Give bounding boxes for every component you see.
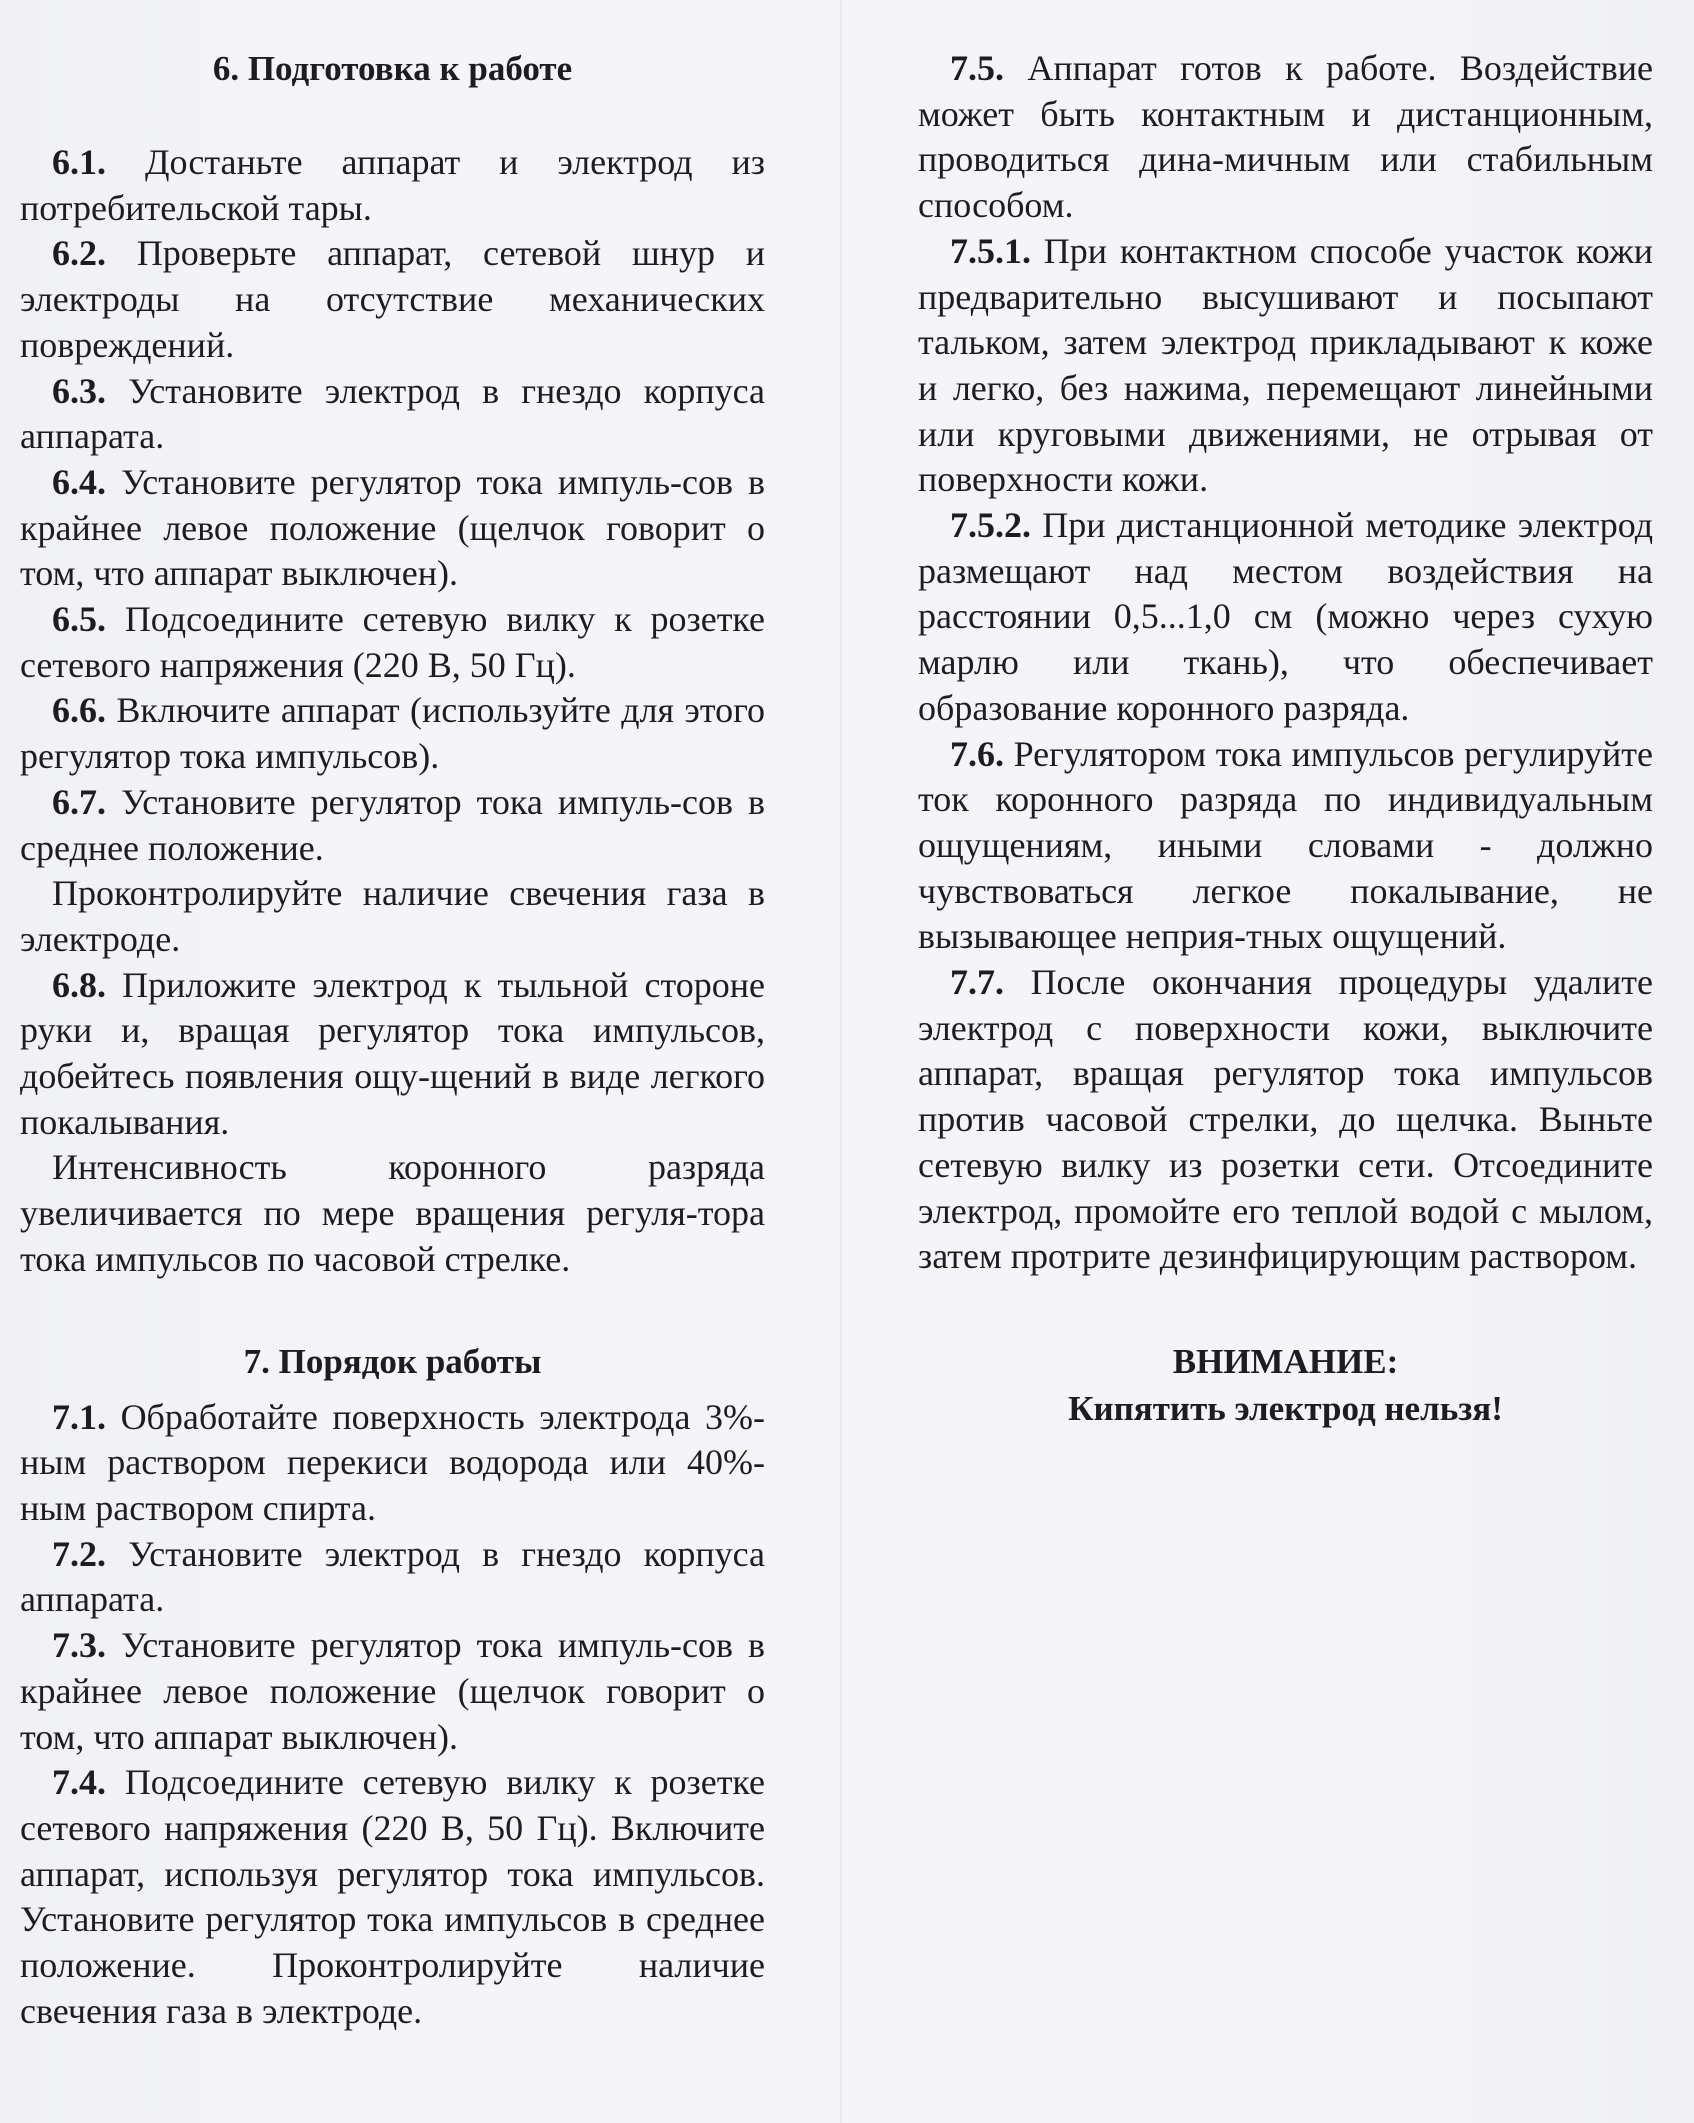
item-text: Установите регулятор тока импуль-сов в крайнее левое положение (щелчок говорит о том, что аппарат выключен). [20,461,766,594]
section-6-item [20,963,765,1146]
warning-text: Кипятить электрод нельзя! [1068,1388,1503,1428]
item-text: Обработайте поверхность электрода 3%-ным раствором перекиси водорода или 40%-ным раствором спирта. [20,1396,765,1528]
item-text: После окончания процедуры удалите электрод с поверхности кожи, выключите аппарат, вращая регулятор тока импульсов против часовой стрелки, до щелчка. Выньте сетевую вилку из розетки сети. Отсоедините электрод, промойте его теплой водой с мылом, затем протрите дезинфицирующим раствором. [918,962,1653,1277]
section-7-item [20,1395,765,1532]
item-number: 6.2. [52,233,106,274]
section-7-item [918,46,1653,229]
section-6-item [20,231,765,368]
item-number: 7.5.2. [950,505,1031,546]
section-7-item [918,229,1653,503]
section-7-item [20,1760,765,2034]
item-number: 7.5. [950,48,1004,88]
item-number: 6.6. [52,690,106,731]
section-6-title: 6. Подготовка к работе [212,49,573,88]
section-7-item [20,1623,765,1760]
item-number: 7.1. [52,1396,106,1437]
section-7-item [918,503,1653,732]
section-6-note [20,871,765,962]
item-text: Регулятором тока импульсов регулируйте ток коронного разряда по индивидуальным ощущениям, иными словами - должно чувствоваться легкое покалывание, не вызывающее неприя-тных ощущений. [918,733,1653,957]
item-text: Подсоедините сетевую вилку к розетке сетевого напряжения (220 В, 50 Гц). [20,599,766,685]
item-number: 7.6. [950,733,1004,774]
section-7-title: 7. Порядок работы [243,1341,542,1381]
item-text: Установите электрод в гнездо корпуса аппарата. [20,370,766,457]
item-text: Аппарат готов к работе. Воздействие может быть контактным и дистанционным, проводиться дина-мичным или стабильным способом. [918,48,1653,226]
item-number: 6.7. [52,781,106,822]
section-6-item [20,460,765,597]
page-fold [840,0,842,2123]
item-text: Приложите электрод к тыльной стороне руки и, вращая регулятор тока импульсов, добейтесь появления ощу-щений в виде легкого покалывания. [20,964,766,1142]
item-number: 7.2. [52,1533,106,1574]
item-text: Подсоедините сетевую вилку к розетке сетевого напряжения (220 В, 50 Гц). Включите аппарат, используя регулятор тока импульсов. Установите регулятор тока импульсов в среднее положение. Проконтролируйте наличие свечения газа в электроде. [20,1762,766,2031]
item-number: 7.3. [52,1625,106,1666]
item-text: Установите регулятор тока импуль-сов в крайнее левое положение (щелчок говорит о том, что аппарат выключен). [20,1625,766,1757]
section-7-item [20,1532,765,1623]
section-6-item [20,369,765,460]
right-column [918,46,1653,1432]
item-text: Достаньте аппарат и электрод из потребительской тары. [20,142,765,228]
item-number: 7.7. [950,962,1004,1003]
item-text: Установите электрод в гнездо корпуса аппарата. [20,1533,766,1620]
item-number: 6.8. [52,964,106,1005]
warning-block [918,1338,1653,1432]
item-text: При контактном способе участок кожи предварительно высушивают и посыпают тальком, затем электрод прикладывают к коже и легко, без нажима, перемещают линейными или круговыми движениями, не отрывая от поверхности кожи. [918,230,1653,500]
left-column [20,46,765,2034]
item-text: Включите аппарат (используйте для этого регулятор тока импульсов). [20,690,765,777]
item-text: При дистанционной методике электрод размещают над местом воздействия на расстоянии 0,5...1,0 см (можно через сухую марлю или ткань), что обеспечивает образование коронного разряда. [918,505,1654,728]
item-number: 6.4. [52,461,106,502]
section-6-item [20,688,765,779]
item-number: 6.1. [52,142,106,182]
item-text: Проконтролируйте наличие свечения газа в электроде. [20,873,765,959]
section-7-item [918,960,1653,1280]
item-number: 6.5. [52,599,106,640]
item-text: Установите регулятор тока импуль-сов в среднее положение. [20,781,766,868]
section-6-item [20,140,765,231]
item-text: Интенсивность коронного разряда увеличивается по мере вращения регуля-тора тока импульсов по часовой стрелке. [20,1147,765,1279]
warning-title: ВНИМАНИЕ: [1172,1341,1399,1381]
item-number: 6.3. [52,370,106,411]
section-7-item [918,732,1653,961]
item-number: 7.5.1. [950,230,1031,271]
item-number: 7.4. [52,1762,106,1803]
section-6-note [20,1145,765,1282]
section-6-item [20,597,765,688]
item-text: Проверьте аппарат, сетевой шнур и электроды на отсутствие механических повреждений. [20,233,766,365]
section-6-item [20,780,765,871]
